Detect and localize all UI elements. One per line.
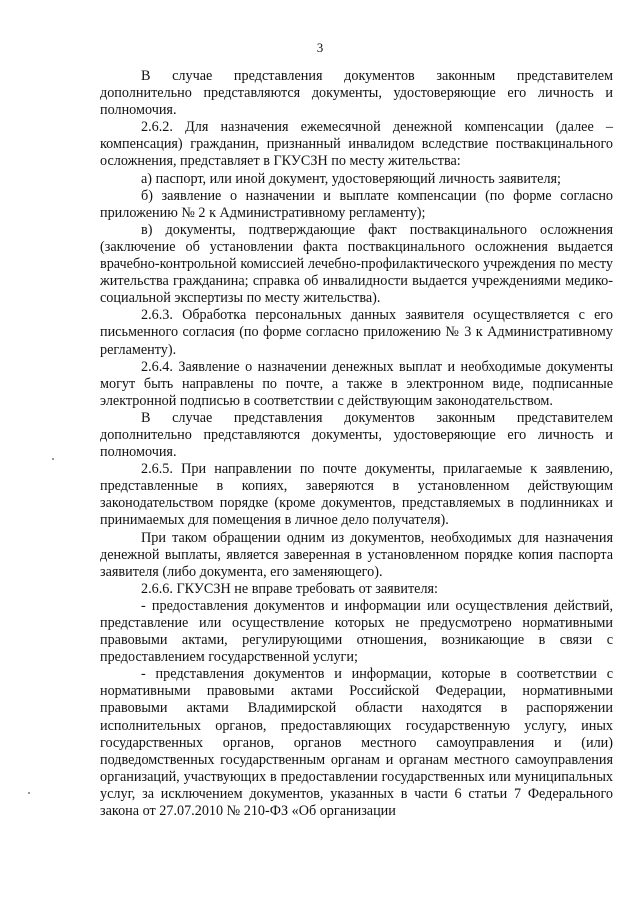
paragraph-postal-request: При таком обращении одним из документов, необходимых для назначения денежной выплаты, является заверенная в установленном порядке копия паспорта заявителя (либо документа, его заменяющего). xyxy=(100,529,613,580)
scan-speck xyxy=(28,792,30,794)
paragraph-2-6-5: 2.6.5. При направлении по почте документы, прилагаемые к заявлению, представленные в копиях, заверяются в установленном действующим законодательством порядке (кроме документов, представляемых в подлинниках и принимаемых для помещения в личное дело получателя). xyxy=(100,461,613,529)
paragraph-item-c: в) документы, подтверждающие факт поствакцинального осложнения (заключение об установлении факта поствакцинального осложнения выдается врачебно-контрольной комиссией лечебно-профилактического учреждения по месту жительства гражданина; справка об инвалидности выдается учреждениями медико-социальной экспертизы по месту жительства). xyxy=(100,221,613,307)
paragraph-dash-item-2: - представления документов и информации, которые в соответствии с нормативными правовыми актами Российской Федерации, нормативными правовыми актами Владимирской области находятся в распоряжении исполнительных органов, предоставляющих государственную услугу, иных государственных органов, органов местного самоуправления и (или) подведомственных государственным органам и органам местного самоуправления организаций, участвующих в предоставлении государственных или муниципальных услуг, за исключением документов, указанных в части 6 статьи 7 Федерального закона от 27.07.2010 № 210-ФЗ «Об организации xyxy=(100,666,613,820)
paragraph-2-6-4: 2.6.4. Заявление о назначении денежных выплат и необходимые документы могут быть направлены по почте, а также в электронном виде, подписанные электронной подписью в соответствии с действующим законодательством. xyxy=(100,358,613,409)
paragraph-2-6-2: 2.6.2. Для назначения ежемесячной денежной компенсации (далее – компенсация) гражданин, признанный инвалидом вследствие поствакцинального осложнения, представляет в ГКУСЗН по месту жительства: xyxy=(100,119,613,170)
page-number: 3 xyxy=(316,40,324,55)
paragraph-item-b: б) заявление о назначении и выплате компенсации (по форме согласно приложению № 2 к Административному регламенту); xyxy=(100,187,613,221)
paragraph-2-6-3: 2.6.3. Обработка персональных данных заявителя осуществляется с его письменного согласия (по форме согласно приложению № 3 к Административному регламенту). xyxy=(100,307,613,358)
paragraph-2-6-6: 2.6.6. ГКУСЗН не вправе требовать от заявителя: xyxy=(141,580,438,597)
paragraph-representative-1: В случае представления документов законным представителем дополнительно представляются документы, удостоверяющие его личность и полномочия. xyxy=(100,68,613,119)
paragraph-item-a: а) паспорт, или иной документ, удостоверяющий личность заявителя; xyxy=(141,170,561,187)
scan-speck xyxy=(52,458,54,460)
paragraph-dash-item-1: - предоставления документов и информации или осуществления действий, представление или осуществление которых не предусмотрено нормативными правовыми актами, регулирующими отношения, возникающие в связи с предоставлением государственной услуги; xyxy=(100,597,613,666)
paragraph-representative-2: В случае представления документов законным представителем дополнительно представляются документы, удостоверяющие его личность и полномочия. xyxy=(100,409,613,461)
document-body xyxy=(100,68,613,820)
